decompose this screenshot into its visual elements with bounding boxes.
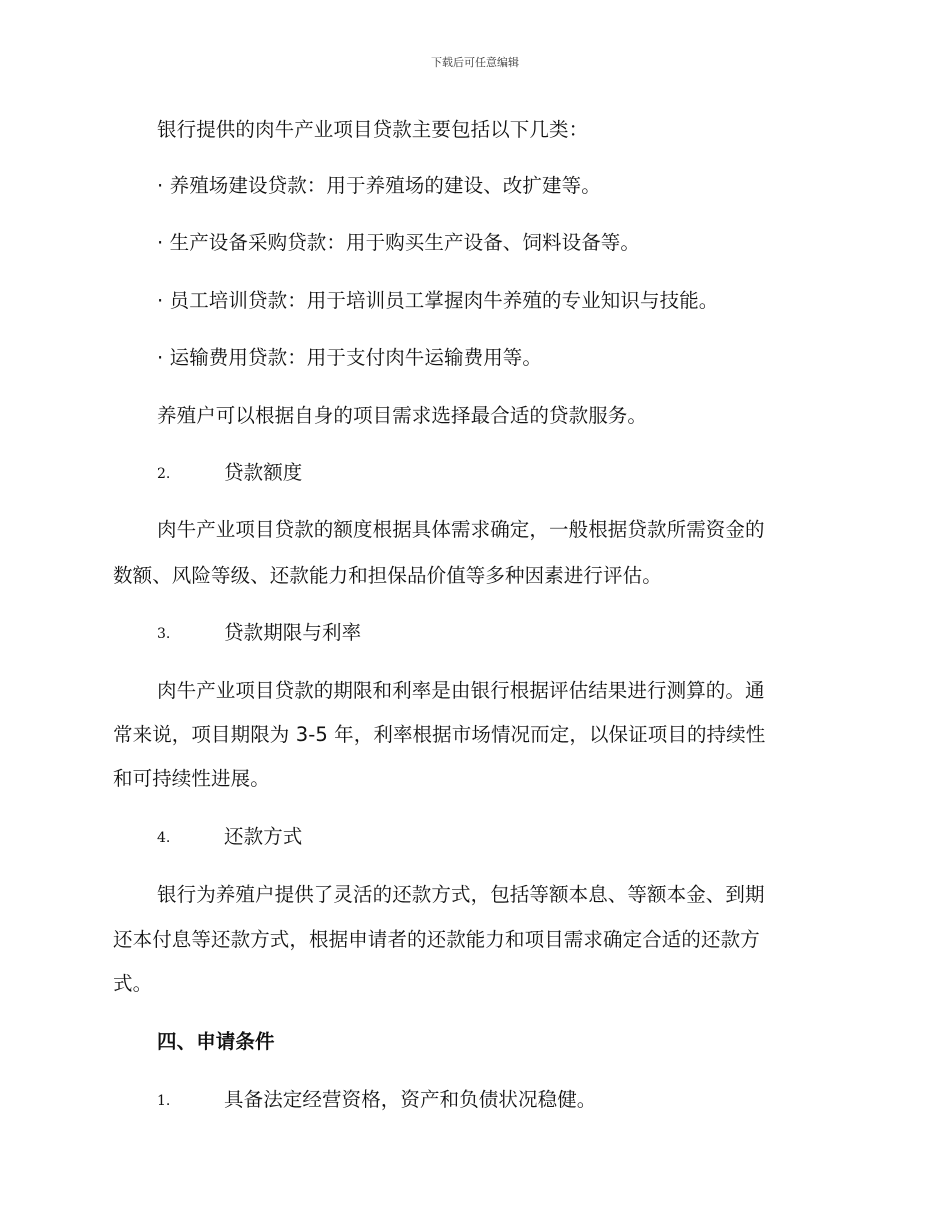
- section-body-line: 肉牛产业项目贷款的期限和利率是由银行根据评估结果进行测算的。通: [157, 679, 765, 702]
- section-number: 3.: [157, 626, 171, 642]
- section-body-line: 式。: [113, 972, 153, 995]
- section-body-line: 还本付息等还款方式，根据申请者的还款能力和项目需求确定合适的还款方: [113, 928, 760, 951]
- section-title: 贷款额度: [224, 461, 303, 484]
- closing-paragraph: 养殖户可以根据自身的项目需求选择最合适的贷款服务。: [157, 404, 648, 427]
- section-title: 贷款期限与利率: [224, 621, 362, 644]
- section-body-line: 银行为养殖户提供了灵活的还款方式，包括等额本息、等额本金、到期: [157, 883, 765, 906]
- section-body-line: 常来说，项目期限为 3-5 年，利率根据市场情况而定，以保证项目的持续性: [113, 723, 766, 746]
- section-heading: 四、申请条件: [157, 1030, 275, 1053]
- bullet-item: · 员工培训贷款：用于培训员工掌握肉牛养殖的专业知识与技能。: [157, 289, 719, 312]
- condition-number: 1.: [157, 1093, 171, 1109]
- section-body-line: 和可持续性进展。: [113, 767, 270, 790]
- section-number: 2.: [157, 466, 171, 482]
- section-title: 还款方式: [224, 825, 303, 848]
- section-body-line: 肉牛产业项目贷款的额度根据具体需求确定，一般根据贷款所需资金的: [157, 518, 765, 541]
- section-body-line: 数额、风险等级、还款能力和担保品价值等多种因素进行评估。: [113, 564, 662, 587]
- bullet-item: · 生产设备采购贷款：用于购买生产设备、饲料设备等。: [157, 231, 640, 254]
- condition-text: 具备法定经营资格，资产和负债状况稳健。: [224, 1088, 597, 1111]
- intro-paragraph: 银行提供的肉牛产业项目贷款主要包括以下几类：: [157, 118, 589, 141]
- section-number: 4.: [157, 830, 171, 846]
- bullet-item: · 养殖场建设贷款：用于养殖场的建设、改扩建等。: [157, 174, 601, 197]
- page-header: 下载后可任意编辑: [431, 56, 519, 69]
- bullet-item: · 运输费用贷款：用于支付肉牛运输费用等。: [157, 346, 542, 369]
